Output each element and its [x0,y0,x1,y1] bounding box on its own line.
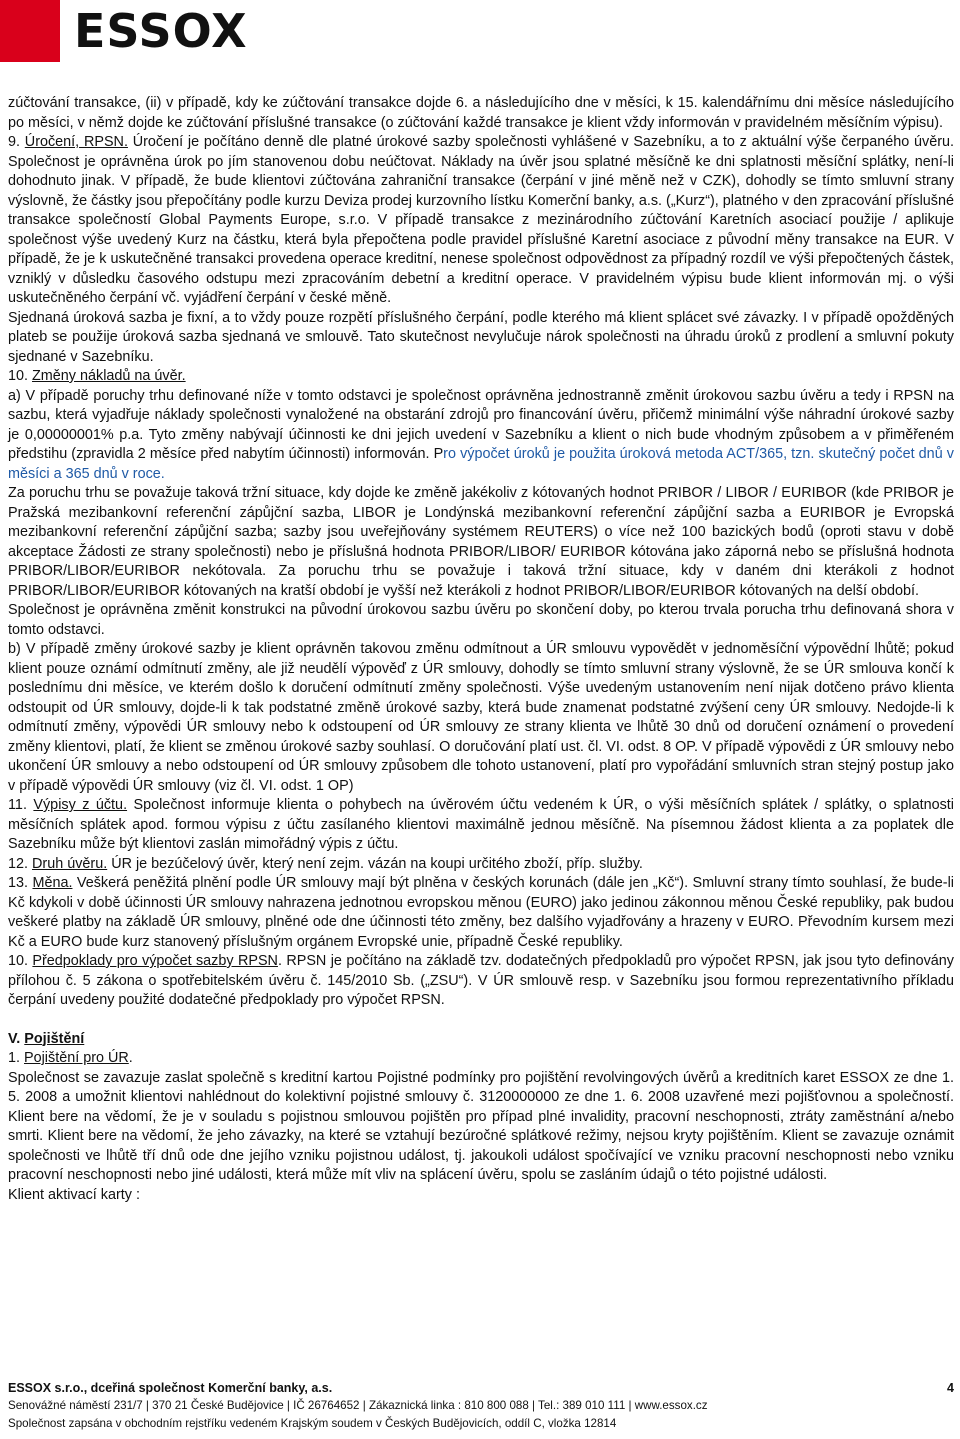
section-gap [8,1011,954,1030]
logo-red-square [0,0,60,62]
subsection-v1-title: Pojištění pro ÚR [24,1050,129,1066]
section-9-number: 9. [8,134,25,150]
paragraph-insurance: Společnost se zavazuje zaslat společně s kreditní kartou Pojistné podmínky pro pojištění revolvingových úvěrů a kreditních karet ESSOX ze dne 1. 5. 2008 a umožnit klientovi nahlédnout do kolektivní pojistné smlouvy č. 3120000000 ze dne 1. 6. 2008 uzavřené mezi pojišťovnou a společností. Klient bere na vědomí, že je v souladu s pojistnou smlouvou pojištěn pro případ plné invalidity, pracovní neschopnosti, ztráty zaměstnání a/nebo smrti. Klient bere na vědomí, že jeho závazky, na které se vztahují bezúročné splátkové režimy, nejsou kryty pojištěním. Klient se zavazuje oznámit společnosti ve lhůtě tří dnů ode dne jejího vzniku pojistnou událost, tj. jakoukoli událost spočívající ve vzniku pracovní neschopnosti nebo vzniku pracovní neschopnosti nebo jiné události, která může mít vliv na splácení úvěru, spolu se zasláním údajů o této pojistné události. [8,1069,954,1183]
paragraph-fixed-rate: Sjednaná úroková sazba je fixní, a to vždy pouze rozpětí příslušného čerpání, podle kterého má klient splácet své závazky. I v případě opožděných plateb se použije úroková sazba sjednaná ve smlouvě. Tato skutečnost nevylučuje nárok společnosti na úhradu úroků z prodlení a smluvní pokuty sjednané v Sazebníku. [8,309,954,365]
section-11-title: Výpisy z účtu. [33,797,128,813]
section-11 [8,796,954,855]
subsection-v1-dot: . [128,1050,133,1066]
footer-address: Senovážné náměstí 231/7 | 370 21 České Budějovice | IČ 26764652 | Zákaznická linka : 810 800 088 | Tel.: 389 010 111 | www.essox.cz [8,1399,708,1412]
section-12-text: ÚR je bezúčelový úvěr, který není zejm. vázán na koupi určitého zboží, příp. služby. [107,855,643,872]
section-10-rpsn-text: . RPSN je počítáno na základě tzv. dodatečných předpokladů pro výpočet RPSN, jak jsou tyto definovány přílohou č. 5 zákona o spotřebitelském úvěru č. 145/2010 Sb. („ZSU“). V ÚR smlouvě resp. v Sazebníku jsou formou reprezentativního příkladu čerpání uvedeny použité dodatečné předpoklady pro výpočet RPSN. [8,953,954,1008]
essox-logo [0,0,248,62]
page-footer [8,1379,954,1433]
paragraph-market-disruption: Za poruchu trhu se považuje taková tržní situace, kdy dojde ke změně jakékoliv z kótovaných hodnot PRIBOR / LIBOR / EURIBOR (kde PRIBOR je Pražská mezibankovní referenční zápůjční sazba, LIBOR je Londýnská mezibankovní referenční zápůjční sazba a EURIBOR je Evropská mezibankovní referenční zápůjční sazba; sazby jsou uveřejňovány systémem REUTERS) o více než 100 bazických bodů (oproti stavu v době akceptace Žádosti ze strany společnosti) nebo je příslušná hodnota PRIBOR/LIBOR/ EURIBOR kótována jako záporná nebo se příslušná hodnota PRIBOR/LIBOR/EURIBOR nekótovala. Za poruchu trhu se považuje i taková tržní situace, kdy v daném dni kterákoli z hodnot PRIBOR/LIBOR/EURIBOR kótovaných na kratší období je vyšší než kterákoli z hodnot PRIBOR/LIBOR/EURIBOR kótovaných na delší období. [8,485,954,599]
chapter-v-heading [8,1030,954,1050]
logo-text: ESSOX [74,4,248,58]
document-body [8,94,954,1205]
chapter-v-title: Pojištění [24,1030,85,1047]
section-11-text: Společnost informuje klienta o pohybech na úvěrovém účtu vedeném k ÚR, o výši měsíčních splátek / splátky, o splatnosti měsíčních splátek apod. formou výpisu z účtu zasílaného klientovi maximálně jednou měsíčně. Na písemnou žádost klienta a za poplatek dle Sazebníku může být klientovi zaslán mimořádný výpis z účtu. [8,797,954,852]
paragraph-construction: Společnost je oprávněna změnit konstrukci na původní úrokovou sazbu úvěru po skončení doby, po kterou trvala porucha trhu definovaná shora v tomto odstavci. [8,602,954,638]
paragraph-transaction-dates: zúčtování transakce, (ii) v případě, kdy ke zúčtování transakce dojde 6. a následujícího dne v měsíci, k 15. kalendářnímu dni měsíce následujícího po měsíci, v němž dojde ke zúčtování příslušné transakce (o zúčtování každé transakce je klient vždy informován v pravidelném měsíčním výpisu). [8,95,954,131]
subsection-v1-number: 1. [8,1050,24,1066]
section-13-number: 13. [8,875,33,891]
paragraph-a [8,387,954,485]
section-13-title: Měna. [32,875,73,891]
subsection-v1 [8,1049,954,1069]
section-10-number: 10. [8,368,33,384]
section-10-rpsn [8,952,954,1011]
section-10-title: Změny nákladů na úvěr. [32,368,186,384]
section-12-title: Druh úvěru. [32,855,108,872]
section-9 [8,133,954,309]
paragraph-a-text: a) V případě poruchy trhu definované níže v tomto odstavci je společnost oprávněna jednostranně změnit úrokovou sazbu úvěru a tedy i RPSN na sazbu, která vyjadřuje náklady společnosti vynaložené na obstarání zdrojů pro financování úvěru, přičemž minimální výše náhradní úrokové sazby je 0,00000001% p.a. Tyto změny nabývají účinnosti ke dni jejich uvedení v Sazebníku a klient o nich bude vhodným způsobem a v přiměřeném předstihu (zpravidla 2 měsíce před nabytím účinnosti) informován. P [8,387,954,462]
footer-top-row [8,1379,954,1397]
section-10 [8,367,954,387]
paragraph-b: b) V případě změny úrokové sazby je klient oprávněn takovou změnu odmítnout a ÚR smlouvu vypovědět v jednoměsíční výpovědní lhůtě; pokud klient pouze oznámí odmítnutí změny, ale již neudělí výpověď z ÚR smlouvy, dohodly se tímto smluvní strany výslovně, že se ÚR smlouva končí k poslednímu dni měsíce, ve kterém došlo k doručení odmítnutí změny společnosti. Výše uvedeným ustanovením není nijak dotčeno právo klienta odstoupit od ÚR smlouvy, dojde-li k tak podstatné změně úrokové sazby, která bude znamenat podstatné zvýšení ceny ÚR smlouvy. Nedojde-li k odmítnutí změny, výpovědi ÚR smlouvy nebo k odstoupení od ÚR smlouvy ze strany klienta ve lhůtě 30 dnů od doručení oznámení o provedení změny klientovi, platí, že klient se změnou úrokové sazby souhlasí. O doručování platí ust. čl. VI. odst. 8 OP. V případě výpovědi z ÚR smlouvy nebo ukončení ÚR smlouvy a nebo odstoupení od ÚR smlouvy způsobem dle tohoto ustanovení, platí pro vypořádání smluvních stran stejný postup jako v případě výpovědi ÚR smlouvy (viz čl. VI. odst. 1 OP) [8,641,954,794]
paragraph-card-activation: Klient aktivací karty : [8,1186,140,1203]
section-13-text: Veškerá peněžitá plnění podle ÚR smlouvy mají být plněna v českých korunách (dále jen „Kč“). Smluvní strany tímto souhlasí, že bude-li Kč kdykoli v době účinnosti ÚR smlouvy nahrazena jednotnou evropskou měnou (EURO) jako jedinou zákonnou měnou České republiky, pak budou veškeré platby na základě ÚR smlouvy, plněné ode dne účinnosti této změny, bez dalšího vyjadřovány a hrazeny v EURO. Převodním kursem mezi Kč a EURO bude kurz stanovený příslušným orgánem Evropské unie, případně České republiky. [8,875,954,950]
section-10-rpsn-title: Předpoklady pro výpočet sazby RPSN [32,953,278,969]
section-12 [8,855,954,875]
paragraph-a-highlight: ro výpočet úroků je použita úroková metoda ACT/365, tzn. skutečný počet dnů v měsíci a 365 dnů v roce. [8,446,954,482]
footer-company: ESSOX s.r.o., dceřiná společnost Komerční banky, a.s. [8,1381,333,1395]
section-13 [8,874,954,952]
section-12-number: 12. [8,855,33,872]
footer-registry: Společnost zapsána v obchodním rejstříku vedeném Krajským soudem v Českých Budějovicích, oddíl C, vložka 12814 [8,1417,617,1430]
page-number: 4 [947,1381,954,1395]
chapter-v-number: V. [8,1030,25,1047]
section-10-rpsn-number: 10. [8,953,33,969]
section-9-text: Úročení je počítáno denně dle platné úrokové sazby společnosti vyhlášené v Sazebníku, a to z aktuální výše čerpaného úvěru. Společnost je oprávněna úrok po jím stanovenou dobu neúčtovat. Náklady na úvěr jsou splatné měsíčně ke dni splatnosti měsíční splátky, není-li dohodnuto jinak. V případě, že bude klientovi zúčtována zahraniční transakce (čerpání v jiné měně než v CZK), dohodly se tímto smluvní strany výslovně, že částky jsou přepočítány podle kurzu Deviza prodej kurzovního lístku Komerční banky, a.s. („Kurz“), platného v den zpracování příslušné transakce společností Global Payments Europe, s.r.o. V případě transakce z mezinárodního zúčtování Karetních asociací použije / aplikuje společnost výše uvedený Kurz na částku, která byla přepočtena podle pravidel příslušné Karetní asociace z původní měny transakce na EUR. V případě, že je k uskutečněné transakci provedena operace kreditní, nenese společnost odpovědnost za případný rozdíl ve výši přepočtených částek, vzniklý v důsledku časového odstupu mezi zpracováním debetní a kreditní operace. V pravidelném výpisu bude klient informován mj. o výši uskutečněného čerpání vč. vyjádření čerpání v české měně. [8,134,954,306]
section-11-number: 11. [8,797,34,813]
section-9-title: Úročení, RPSN. [24,134,128,150]
